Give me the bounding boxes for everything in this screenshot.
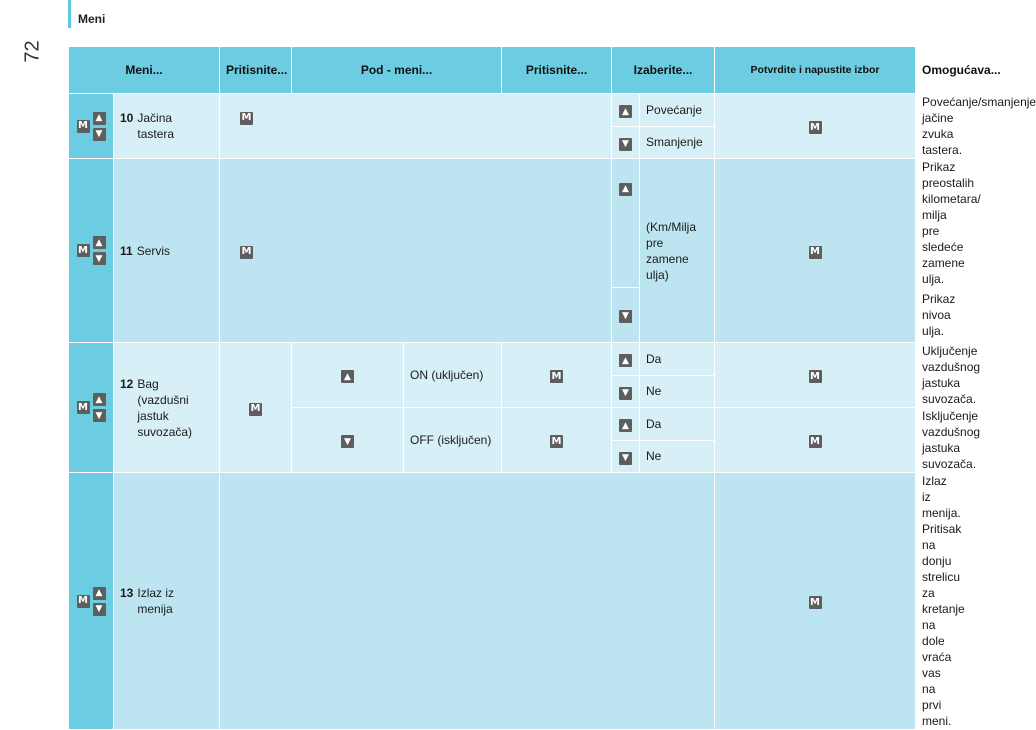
menu-table [68, 46, 1036, 730]
menu-key-icon: M [250, 403, 261, 415]
up-arrow-icon: ▲ [93, 112, 106, 125]
item-label: Jačina tastera [137, 111, 175, 141]
table-row: M ▲ ▼ 10 Jačina tastera M ▲ Povećanje M Povećanje/smanjenje jačine zvuka tastera. [69, 94, 916, 127]
submenu-key-cell [292, 343, 404, 408]
press-cell [220, 94, 612, 159]
header-row: Meni... Pritisnite... Pod - meni... Pritisnite... Izaberite... Potvrdite i napustite izbor Omogućava... [69, 47, 916, 94]
down-arrow-icon: ▼ [93, 603, 106, 616]
select-key-cell [612, 94, 640, 127]
submenu-key-cell [292, 408, 404, 473]
option-cell: Ne [640, 440, 715, 473]
menu-key-icon: M [78, 401, 88, 413]
table-row: M ▲ ▼ 13 Izlaz iz menija M Izlaz iz menija. Pritisak na donju strelicu za kretanje na dole vraća vas na prvi meni. [69, 473, 916, 730]
header-press-2: Pritisnite... [502, 47, 612, 94]
section-title: Meni [78, 12, 106, 26]
down-arrow-icon: ▼ [619, 452, 632, 465]
option-cell: Smanjenje [640, 126, 715, 159]
table-row: ▼ OFF (isključen) M ▲ Da M Isključenje vazdušnog jastuka suvozača. [69, 408, 916, 441]
down-arrow-icon: ▼ [341, 435, 354, 448]
menu-key-icon: M [78, 595, 88, 606]
item-label: Servis [136, 243, 171, 258]
option-cell: Da [640, 408, 715, 441]
menu-key-icon: M [810, 121, 820, 133]
press-cell [220, 159, 612, 343]
item-label: Bag (vazdušni jastuk suvozača) [137, 376, 193, 439]
menu-key-icon: M [810, 246, 820, 258]
press-cell [502, 408, 612, 473]
confirm-cell [715, 473, 916, 730]
down-arrow-icon: ▼ [619, 387, 632, 400]
confirm-cell [715, 94, 916, 159]
press-cell [502, 343, 612, 408]
menu-key-icon: M [810, 370, 820, 382]
header-menu: Meni... [69, 47, 220, 94]
menu-key-icon: M [78, 244, 88, 256]
menu-item-cell [114, 343, 220, 473]
section-bar [68, 0, 71, 28]
up-arrow-icon: ▲ [93, 236, 106, 249]
up-arrow-icon: ▲ [619, 354, 632, 367]
down-arrow-icon: ▼ [619, 310, 632, 323]
up-arrow-icon: ▲ [93, 587, 106, 600]
confirm-cell [715, 343, 916, 408]
menu-key-icon: M [810, 435, 820, 447]
down-arrow-icon: ▼ [619, 138, 632, 151]
option-cell: Ne [640, 375, 715, 408]
nav-keys-cell [69, 159, 114, 343]
select-key-cell [612, 159, 640, 288]
menu-key-icon: M [551, 370, 562, 382]
item-number: 11 [120, 243, 133, 258]
select-key-cell [612, 440, 640, 473]
up-arrow-icon: ▲ [619, 183, 632, 196]
select-key-cell [612, 375, 640, 408]
header-submenu: Pod - meni... [292, 47, 502, 94]
menu-key-icon: M [810, 596, 820, 608]
down-arrow-icon: ▼ [93, 252, 106, 265]
menu-item-cell [114, 94, 220, 159]
header-select: Izaberite... [612, 47, 715, 94]
down-arrow-icon: ▼ [93, 128, 106, 141]
item-number: 12 [120, 376, 134, 391]
empty-cell [220, 473, 715, 730]
menu-key-icon: M [551, 435, 562, 447]
option-cell: Da [640, 343, 715, 376]
press-cell [220, 343, 292, 473]
up-arrow-icon: ▲ [341, 370, 354, 383]
nav-keys-cell [69, 94, 114, 159]
confirm-cell [715, 408, 916, 473]
table-row: M ▲ ▼ 11 Servis M ▲ (Km/Milja pre zamene ulja) M Prikaz preostalih kilometara/ milja pre sledeće zamene ulja. [69, 159, 916, 288]
table-row: M ▲ ▼ 12 Bag (vazdušni jastuk suvozača) M ▲ ON (uključen) M ▲ Da M Uključenje vazdušnog jastuka suvozača. [69, 343, 916, 376]
up-arrow-icon: ▲ [619, 419, 632, 432]
submenu-option-cell: OFF (isključen) [404, 408, 502, 473]
option-cell: Povećanje [640, 94, 715, 127]
menu-key-icon: M [241, 112, 252, 123]
menu-key-icon: M [241, 246, 252, 258]
page-number: 72 [21, 40, 44, 63]
item-label: Izlaz iz menija [137, 586, 175, 616]
header-press-1: Pritisnite... [220, 47, 292, 94]
nav-keys-cell [69, 473, 114, 730]
confirm-cell [715, 159, 916, 343]
menu-item-cell [114, 473, 220, 730]
item-number: 10 [120, 111, 134, 125]
submenu-option-cell: ON (uključen) [404, 343, 502, 408]
up-arrow-icon: ▲ [93, 393, 106, 406]
select-key-cell [612, 288, 640, 343]
up-arrow-icon: ▲ [619, 105, 632, 118]
item-number: 13 [120, 586, 134, 600]
nav-keys-cell [69, 343, 114, 473]
select-key-cell [612, 408, 640, 441]
select-key-cell [612, 126, 640, 159]
menu-item-cell [114, 159, 220, 343]
option-cell: (Km/Milja pre zamene ulja) [640, 159, 715, 343]
menu-key-icon: M [78, 120, 88, 131]
header-confirm: Potvrdite i napustite izbor [715, 47, 916, 94]
select-key-cell [612, 343, 640, 376]
down-arrow-icon: ▼ [93, 409, 106, 422]
table-row: ▼ Prikaz nivoa ulja. [69, 288, 916, 343]
